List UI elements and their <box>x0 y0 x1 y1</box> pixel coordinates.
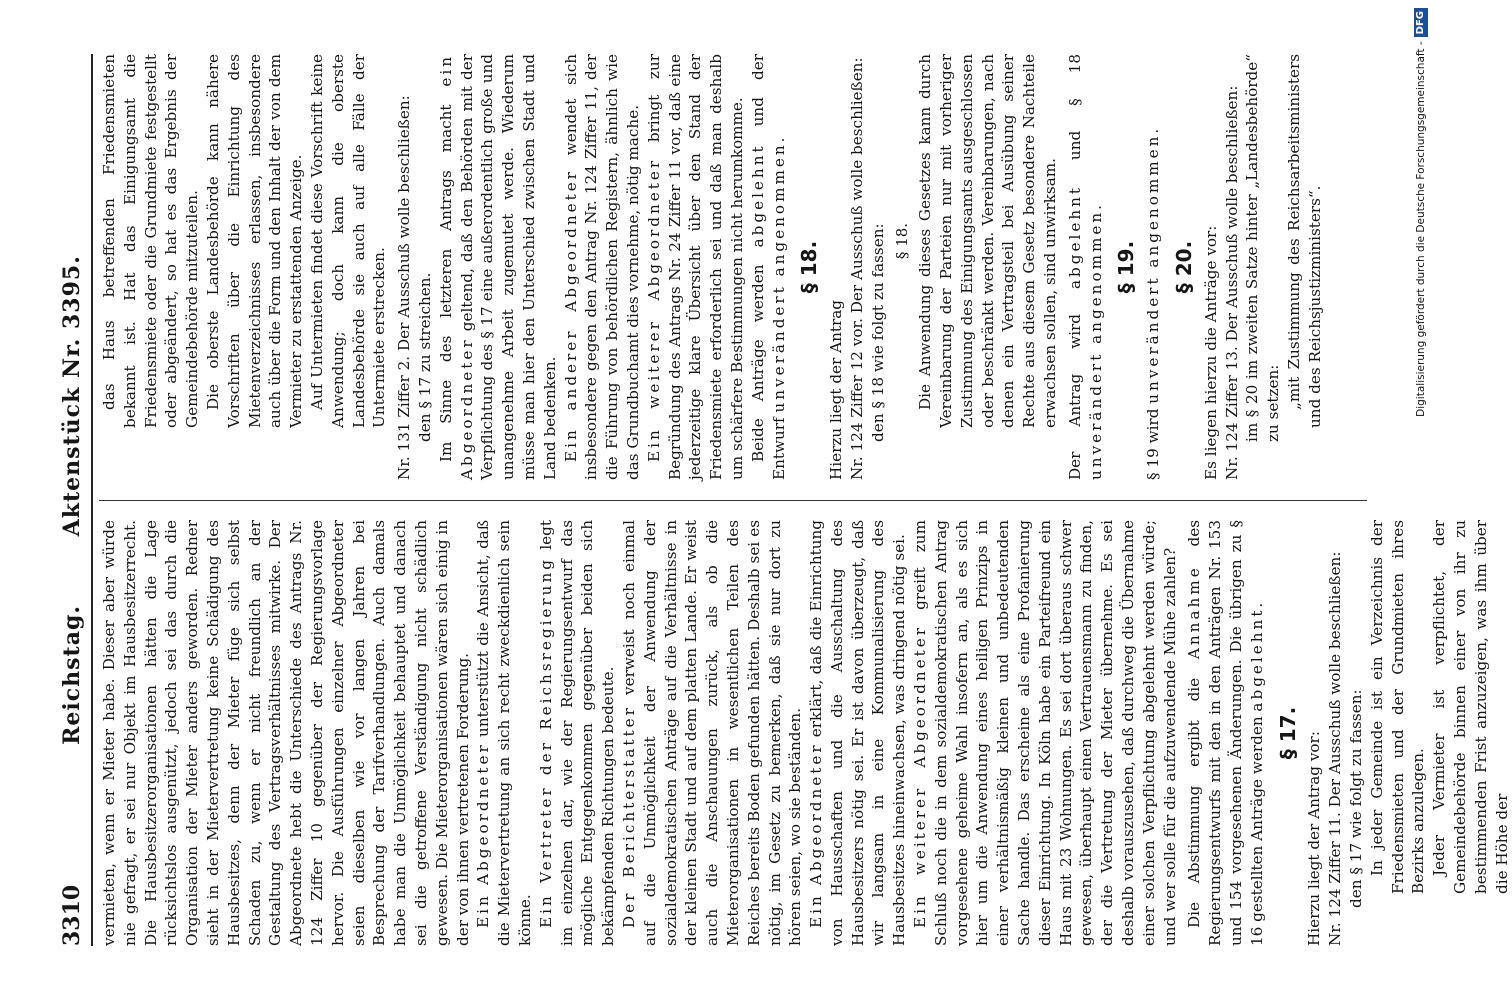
paragraph <box>806 520 910 946</box>
quoted-paragraph: In jeder Gemeinde ist ein Verzeichnis der Friedensmieten und der Grundmieten ihres Bezirks anzulegen. <box>1367 520 1428 894</box>
dfg-logo: DFG <box>1414 8 1428 37</box>
paragraph-text: Im Sinne des letzteren Antrags macht <box>436 86 455 462</box>
spaced-emphasis: unverändert angenommen <box>769 142 788 413</box>
spaced-emphasis: ein Abgeordneter <box>436 54 476 480</box>
paragraph <box>1065 54 1107 480</box>
running-title-right: Aktenstück Nr. 3395. <box>59 255 85 537</box>
paragraph-text: des Regierungsentwurfs mit den in den Anträgen Nr. 153 und 154 vorgesehenen Änderungen. Die übrigen zu § 16 gestellten Anträge werden <box>1185 520 1266 946</box>
paragraph-text: Die Abstimmung ergibt die <box>1185 659 1204 928</box>
paragraph-text: . <box>1144 128 1163 134</box>
paragraph <box>1143 54 1164 480</box>
section-heading-17: § 17. <box>1275 706 1300 760</box>
paragraph: Nr. 124 Ziffer 11. Der Ausschuß wolle beschließen: <box>1326 551 1345 946</box>
section-heading-18: § 18. <box>797 240 822 294</box>
right-column <box>99 54 1377 480</box>
digitization-stamp-text-row <box>1411 8 1431 998</box>
spaced-emphasis: Der Berichterstatter <box>619 705 638 928</box>
paragraph-text: wendet sich insbesondere gegen den Antrag Nr. 124 Ziffer 11, der die Führung von behördlichen Registern, ähnlich wie das Grundbuchamt dies vornehme, nötig mache. <box>561 54 642 480</box>
quoted-paragraph: das Haus betreffenden Friedensmieten bekannt ist. Hat das Einigungsamt die Friedensmiete oder die Grundmiete festgestellt oder abgeändert, so hat es das Ergebnis der Gemeindebehörde mitzuteilen. <box>100 54 202 428</box>
paragraph: den § 17 zu streichen. <box>415 272 434 442</box>
column-divider <box>99 500 1367 501</box>
paragraph: Hierzu liegt der Antrag <box>827 299 846 480</box>
proposed-text <box>99 54 390 480</box>
spaced-emphasis: Ein anderer Abgeordneter <box>561 169 580 462</box>
running-header <box>55 54 93 946</box>
quoted-paragraph: Die oberste Landesbehörde kann nähere Vorschriften über die Einrichtung des Mietenverzeichnisses erlassen, insbesondere auch über die Form und den Inhalt der von dem Vermieter zu erstattenden Anzeige. <box>203 54 306 428</box>
paragraph-text: . <box>769 137 788 143</box>
paragraph: Es liegen hierzu die Anträge vor: <box>1201 225 1220 480</box>
proposed-text <box>892 54 1060 480</box>
paragraph <box>748 54 790 480</box>
paragraph <box>436 54 561 480</box>
digitization-stamp <box>1410 8 1432 998</box>
paragraph-text: Beide Anträge werden <box>748 247 767 462</box>
spaced-emphasis: Ein Abgeordneter <box>807 742 826 928</box>
quoted-paragraph: „mit Zustimmung des Reichsarbeitsministers und des Reichsjustizministers“. <box>1285 54 1324 428</box>
spaced-emphasis: unverändert angenommen <box>1086 209 1105 480</box>
paragraph-text: . <box>1086 205 1105 210</box>
proposed-text <box>1367 520 1512 946</box>
paragraph <box>1184 520 1267 946</box>
paragraph <box>644 54 748 480</box>
running-title <box>59 54 85 946</box>
paragraph <box>561 54 644 480</box>
paragraph: Nr. 124 Ziffer 13. Der Ausschuß wolle beschließen: <box>1222 85 1241 480</box>
digitization-note: Digitalisierung gefördert durch die Deutsche Forschungsgemeinschaft - <box>1415 41 1427 417</box>
left-column <box>99 519 1511 946</box>
spaced-emphasis: Ein Vertreter der Reichsregierung <box>536 557 555 928</box>
spaced-emphasis: Ein weiterer Abgeordneter <box>644 157 663 462</box>
quoted-paragraph: Auf Untermieten findet diese Vorschrift keine Anwendung; doch kann die oberste Landesbehörde sie auch auf alle Fälle der Untermiete erstrecken. <box>307 54 389 428</box>
paragraph <box>473 520 535 946</box>
proposed-text <box>1284 54 1326 480</box>
paragraph-text: unterstützt die Ansicht, daß die Mietervertretung an sich recht zweckdienlich sein könne. <box>474 520 534 946</box>
paragraph: Hierzu liegt der Antrag vor: <box>1305 731 1324 946</box>
paragraph-text: § 19 wird <box>1144 403 1163 480</box>
quoted-section-heading: § 18. <box>893 222 912 260</box>
paragraph <box>619 520 806 946</box>
spaced-emphasis: abgelehnt <box>748 143 767 248</box>
section-heading-19: § 19. <box>1114 240 1139 294</box>
paragraph-text: bringt zur Begründung des Antrags Nr. 24 Ziffer 11 vor, daß eine jederzeitige klare Übersicht über den Stand der Friedensmiete erforderlich sei und daß man deshalb um schärfere Bestimmungen nicht herumkomme. <box>644 54 746 480</box>
paragraph <box>910 520 1180 946</box>
spaced-emphasis: abgelehnt <box>1247 607 1266 712</box>
paragraph: den § 17 wie folgt zu fassen: <box>1347 689 1366 908</box>
quoted-paragraph: Jeder Vermieter ist verpflichtet, der Gemeindebehörde binnen einer von ihr zu bestimmenden Frist anzuzeigen, was ihm über die Höhe der <box>1430 520 1511 894</box>
paragraph: Nr. 124 Ziffer 12 vor. Der Ausschuß wolle beschließen: <box>847 57 866 480</box>
paragraph-text: und § 18 <box>1065 53 1084 186</box>
quoted-paragraph: Die Anwendung dieses Gesetzes kann durch Vereinbarung der Parteien nur mit vorheriger Zustimmung des Einigungsamts ausgeschlossen oder beschränkt werden. Vereinbarungen, nach denen ein Vertragsteil bei Ausübung seiner Rechte aus diesem Gesetz besondere Nachteile erwachsen sollen, sind unwirksam. <box>916 54 1060 428</box>
paragraph: im § 20 im zweiten Satze hinter „Landesbehörde“ zu setzen: <box>1243 54 1283 442</box>
paragraph-text: greift zum Schluß noch die in dem sozialdemokratischen Antrag vorgesehene geheime Wahl insofern an, als es sich hier um die Anwendung eines heiligen Prinzips in einer verhältnismäßig kleinen und unbedeutenden Sache handle. Das erscheine als eine Profanierung dieser Einrichtung. In Köln habe ein Parteifreund ein Haus mit 23 Wohnungen. Es sei dort überaus schwer gewesen, überhaupt einen Vertrauensmann zu finden, der die Vertretung der Mieter übernehme. Es sei deshalb vorauszusehen, daß durchweg die Übernahme einer solchen Verpflichtung abgelehnt werden würde; und wer solle für die aufzuwendende Mühe zahlen? <box>911 520 1179 946</box>
section-heading-20: § 20. <box>1172 240 1197 294</box>
paragraph-text: erklärt, daß die Einrichtung von Hausschaften und die Ausschaltung des Hausbesitzers nötig sei. Er ist davon überzeugt, daß wir langsam in eine Kommunalisierung des Hausbesitzes hineinwachsen, was dringend nötig sei. <box>807 519 909 946</box>
paragraph-text: verweist noch einmal auf die Unmöglichkeit der Anwendung der sozialdemokratischen Anträge auf die Verhältnisse in der kleinen Stadt und auf dem platten Lande. Er weist auch die Anschauungen zurück, als ob die Mieterorganisationen in wesentlichen Teilen des Reiches bereits Boden gefunden hätten. Deshalb sei es nötig, im Gesetz zu bemerken, daß sie nur dort zu hören seien, wo sie beständen. <box>619 520 805 946</box>
paragraph-text: und der Entwurf <box>748 54 788 480</box>
paragraph: den § 18 wie folgt zu fassen: <box>868 223 887 442</box>
spaced-emphasis: Annahme <box>1185 565 1204 660</box>
running-title-left: Reichstag. <box>59 605 85 745</box>
page-number: 3310 <box>59 884 85 946</box>
spaced-emphasis: unverändert angenommen <box>1144 133 1163 404</box>
paragraph-text: legt im einzelnen dar, wie der Regierungsentwurf das mögliche Entgegenkommen gegenüber beiden sich bekämpfenden Richtungen bedeute. <box>536 520 618 946</box>
spaced-emphasis: Ein Abgeordneter <box>474 742 493 928</box>
paragraph-text: Der Antrag wird <box>1065 289 1084 480</box>
paragraph-text: . <box>1247 602 1266 608</box>
paragraph-text: geltend, daß den Behörden mit der Verpflichtung des § 17 eine außerordentlich große und unangenehme Arbeit zugemutet werde. Wiederum müsse man hier den Unterschied zwischen Stadt und Land bedenken. <box>457 54 559 480</box>
spaced-emphasis: abgelehnt <box>1065 185 1084 290</box>
spaced-emphasis: Ein weiterer Abgeordneter <box>911 624 930 928</box>
paragraph: Nr. 131 Ziffer 2. Der Ausschuß wolle beschließen: <box>395 95 414 480</box>
paragraph: vermieten, wenn er Mieter habe. Dieser aber würde nie gefragt, er sei nur Objekt im Hausbesitzerrecht. Die Hausbesitzerorganisationen hätten die Lage rücksichtslos ausgenützt, jedoch sei das durch die Organisation der Mieter anders geworden. Redner sieht in der Mietervertretung keine Schädigung des Hausbesitzes, denn der Mieter füge sich selbst Schaden zu, wenn er nicht freundlich an der Gestaltung des Vertragsverhältnisses mitwirke. Der Abgeordnete hebt die Unterschiede des Antrags Nr. 124 Ziffer 10 gegenüber der Regierungsvorlage hervor. Die Ausführungen einzelner Abgeordneter seien dieselben wie vor langen Jahren bei Besprechung der Tarifverhandlungen. Auch damals habe man die Unmöglichkeit behauptet und danach sei die getroffene Verständigung nicht schädlich gewesen. Die Mieterorganisationen wären sich einig in der von ihnen vertretenen Forderung. <box>100 519 472 946</box>
paragraph <box>536 520 619 946</box>
